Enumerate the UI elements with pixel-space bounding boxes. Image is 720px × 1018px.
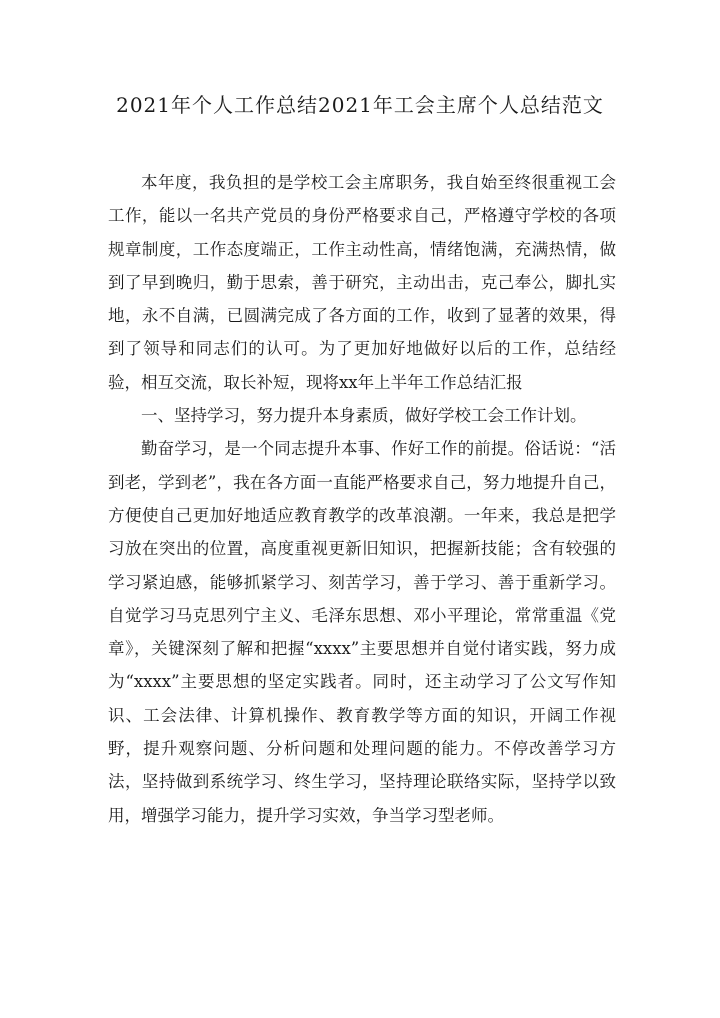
document-body <box>108 166 616 832</box>
paragraph-study: 勤奋学习，是一个同志提升本事、作好工作的前提。俗话说：“活到老，学到老”，我在各方面一直能严格要求自己，努力地提升自己，方便使自己更加好地适应教育教学的改革浪潮。一年来，我总是把学习放在突出的位置，高度重视更新旧知识，把握新技能；含有较强的学习紧迫感，能够抓紧学习、刻苦学习，善于学习、善于重新学习。自觉学习马克思列宁主义、毛泽东思想、邓小平理论，常常重温《党章》，关键深刻了解和把握“xxxx”主要思想并自觉付诸实践，努力成为“xxxx”主要思想的坚定实践者。同时，还主动学习了公文写作知识、工会法律、计算机操作、教育教学等方面的知识，开阔工作视野，提升观察问题、分析问题和处理问题的能力。不停改善学习方法，坚持做到系统学习、终生学习，坚持理论联络实际，坚持学以致用，增强学习能力，提升学习实效，争当学习型老师。 <box>108 439 616 825</box>
paragraph-section-heading: 一、坚持学习，努力提升本身素质，做好学校工会工作计划。 <box>141 406 587 426</box>
document-title: 2021年个人工作总结2021年工会主席个人总结范文 <box>116 93 604 117</box>
paragraph-intro: 本年度，我负担的是学校工会主席职务，我自始至终很重视工会工作，能以一名共产党员的身份严格要求自己，严格遵守学校的各项规章制度，工作态度端正，工作主动性高，情绪饱满，充满热情，做到了早到晚归，勤于思索，善于研究，主动出击，克己奉公，脚扎实地，永不自满，已圆满完成了各方面的工作，收到了显著的效果，得到了领导和同志们的认可。为了更加好地做好以后的工作，总结经验，相互交流，取长补短，现将xx年上半年工作总结汇报 <box>108 173 616 392</box>
